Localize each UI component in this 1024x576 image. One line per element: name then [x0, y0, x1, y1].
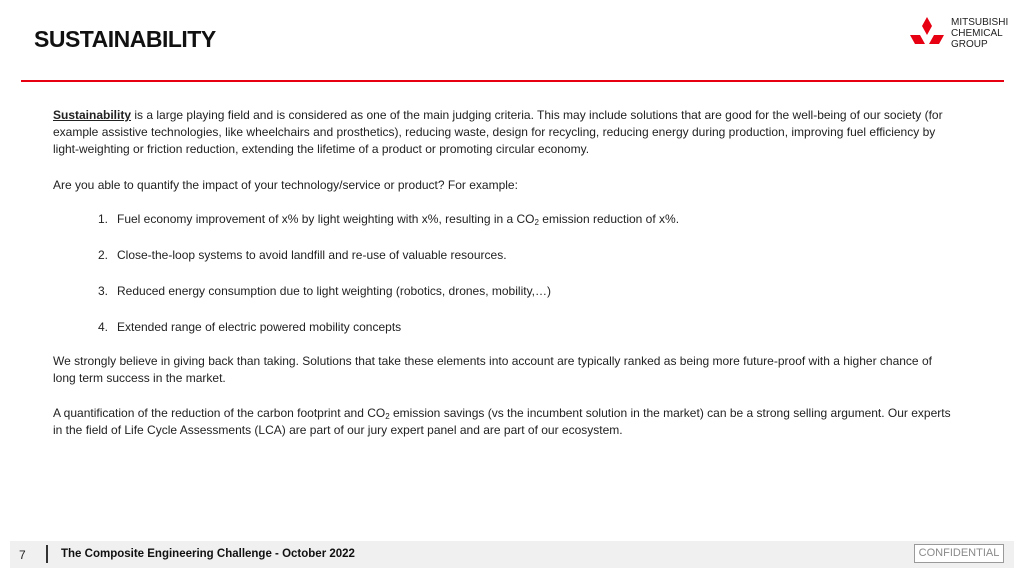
page-number: 7 [19, 548, 26, 562]
subscript: 2 [534, 218, 539, 227]
list-number: 1. [98, 212, 109, 226]
footer-bar [10, 541, 1014, 568]
three-diamonds-logo-icon [908, 16, 946, 50]
quant-text: A quantification of the reduction of the carbon footprint and CO [53, 406, 386, 420]
confidential-badge: CONFIDENTIAL [914, 544, 1004, 563]
list-item [98, 247, 507, 264]
list-number: 2. [98, 248, 109, 262]
list-text: Extended range of electric powered mobility concepts [117, 320, 402, 334]
intro-paragraph [53, 107, 943, 158]
belief-paragraph: We strongly believe in giving back than taking. Solutions that take these elements into account are typically ranked as being more future-proof with a higher chance of long term success in the market. [53, 354, 932, 385]
logo-line-1: MITSUBISHI [951, 17, 1009, 28]
header-divider [21, 80, 1004, 82]
list-number: 3. [98, 284, 109, 298]
logo-line-3: GROUP [951, 39, 988, 50]
quant-text-end: emission savings (vs the incumbent solution in the market) can be a strong selling argument. Our experts in the field of Life Cycle Assessments (LCA) are part of our jury expert panel and are part of our ecosystem. [53, 406, 951, 437]
list-text: Close-the-loop systems to avoid landfill and re-use of valuable resources. [117, 248, 507, 262]
company-logo [908, 16, 1008, 52]
list-text: Reduced energy consumption due to light weighting (robotics, drones, mobility,…) [117, 284, 552, 298]
intro-text: is a large playing field and is considered as one of the main judging criteria. This may include solutions that are good for the well-being of our society (for example assistive technologies, like wheelchairs and prosthetics), reducing waste, design for recycling, reducing energy during production, improving fuel efficiency by light-weighting or friction reduction, extending the lifetime of a product or promoting circular economy. [53, 108, 943, 156]
list-item [98, 211, 679, 228]
list-text: Fuel economy improvement of x% by light weighting with x%, resulting in a CO [117, 212, 535, 226]
subscript: 2 [385, 412, 390, 421]
page-title: SUSTAINABILITY [34, 26, 216, 52]
logo-line-2: CHEMICAL [951, 28, 1003, 39]
logo-text [951, 17, 1008, 50]
list-number: 4. [98, 320, 109, 334]
list-text-end: emission reduction of x%. [538, 212, 680, 226]
quantification-paragraph [53, 405, 953, 439]
footer-title: The Composite Engineering Challenge - October 2022 [61, 548, 355, 560]
question-paragraph: Are you able to quantify the impact of your technology/service or product? For example: [53, 178, 518, 192]
intro-lead: Sustainability [53, 108, 132, 122]
list-item [98, 319, 401, 336]
footer-divider [46, 545, 48, 563]
list-item [98, 283, 551, 300]
